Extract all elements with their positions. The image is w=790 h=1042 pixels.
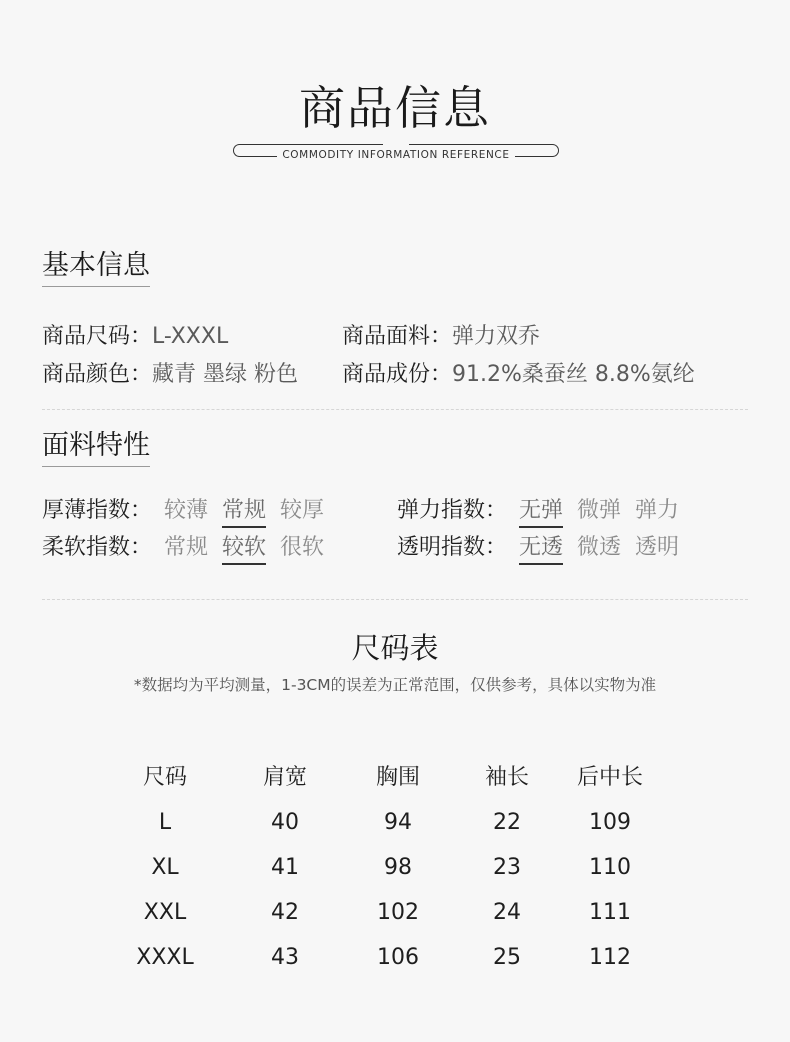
composition-row	[342, 360, 695, 390]
table-cell: 43	[271, 945, 299, 970]
elasticity-option-stretch: 弹力	[635, 498, 680, 523]
composition-label: 商品成份：	[342, 362, 453, 387]
page-subtitle: COMMODITY INFORMATION REFERENCE	[233, 149, 559, 161]
transparency-label: 透明指数：	[397, 535, 508, 560]
table-cell: 110	[589, 855, 631, 880]
table-cell: 22	[493, 810, 521, 835]
softness-option-regular: 常规	[164, 535, 209, 560]
table-cell: 106	[377, 945, 419, 970]
table-cell: 24	[493, 900, 521, 925]
table-cell: 102	[377, 900, 419, 925]
softness-option-very-soft: 很软	[280, 535, 325, 560]
table-header-shoulder: 肩宽	[262, 765, 307, 790]
page-title: 商品信息	[299, 81, 491, 135]
softness-option-soft: 较软	[222, 533, 266, 565]
size-row	[42, 322, 228, 352]
divider	[42, 599, 748, 600]
divider	[42, 409, 748, 410]
fabric-label: 商品面料：	[342, 324, 453, 349]
softness-label: 柔软指数：	[42, 535, 153, 560]
transparency-option-none: 无透	[519, 533, 563, 565]
fabric-features-title: 面料特性	[42, 428, 150, 467]
table-cell: L	[158, 810, 172, 835]
table-cell: XL	[151, 855, 179, 880]
table-cell: 25	[493, 945, 521, 970]
thickness-label: 厚薄指数：	[42, 498, 153, 523]
table-cell: 42	[271, 900, 299, 925]
transparency-option-slight: 微透	[577, 535, 622, 560]
table-cell: 23	[493, 855, 521, 880]
basic-info-title: 基本信息	[42, 248, 150, 287]
color-value: 藏青 墨绿 粉色	[152, 362, 299, 387]
elasticity-option-none: 无弹	[519, 496, 563, 528]
thickness-option-thin: 较薄	[164, 498, 209, 523]
fabric-row	[342, 322, 540, 352]
table-cell: 98	[384, 855, 412, 880]
color-row	[42, 360, 298, 390]
table-header-size: 尺码	[142, 765, 187, 790]
table-cell: XXL	[143, 900, 187, 925]
table-cell: 111	[589, 900, 631, 925]
thickness-option-thick: 较厚	[280, 498, 325, 523]
table-header-sleeve: 袖长	[484, 765, 529, 790]
elasticity-label: 弹力指数：	[397, 498, 508, 523]
table-header-length: 后中长	[576, 765, 643, 790]
fabric-value: 弹力双乔	[452, 324, 541, 349]
composition-value: 91.2%桑蚕丝 8.8%氨纶	[452, 362, 695, 387]
size-label: 商品尺码：	[42, 324, 153, 349]
table-cell: 40	[271, 810, 299, 835]
transparency-option-transparent: 透明	[635, 535, 680, 560]
color-label: 商品颜色：	[42, 362, 153, 387]
size-chart-note: *数据均为平均测量，1-3CM的误差为正常范围，仅供参考，具体以实物为准	[133, 676, 657, 694]
subtitle-frame	[233, 144, 559, 159]
table-header-chest: 胸围	[375, 765, 420, 790]
size-chart-title: 尺码表	[351, 631, 439, 665]
size-value: L-XXXL	[152, 324, 229, 349]
table-cell: XXXL	[136, 945, 194, 970]
elasticity-option-slight: 微弹	[577, 498, 622, 523]
table-cell: 41	[271, 855, 299, 880]
table-cell: 109	[589, 810, 631, 835]
table-cell: 112	[589, 945, 631, 970]
table-cell: 94	[384, 810, 412, 835]
thickness-option-regular: 常规	[222, 496, 266, 528]
